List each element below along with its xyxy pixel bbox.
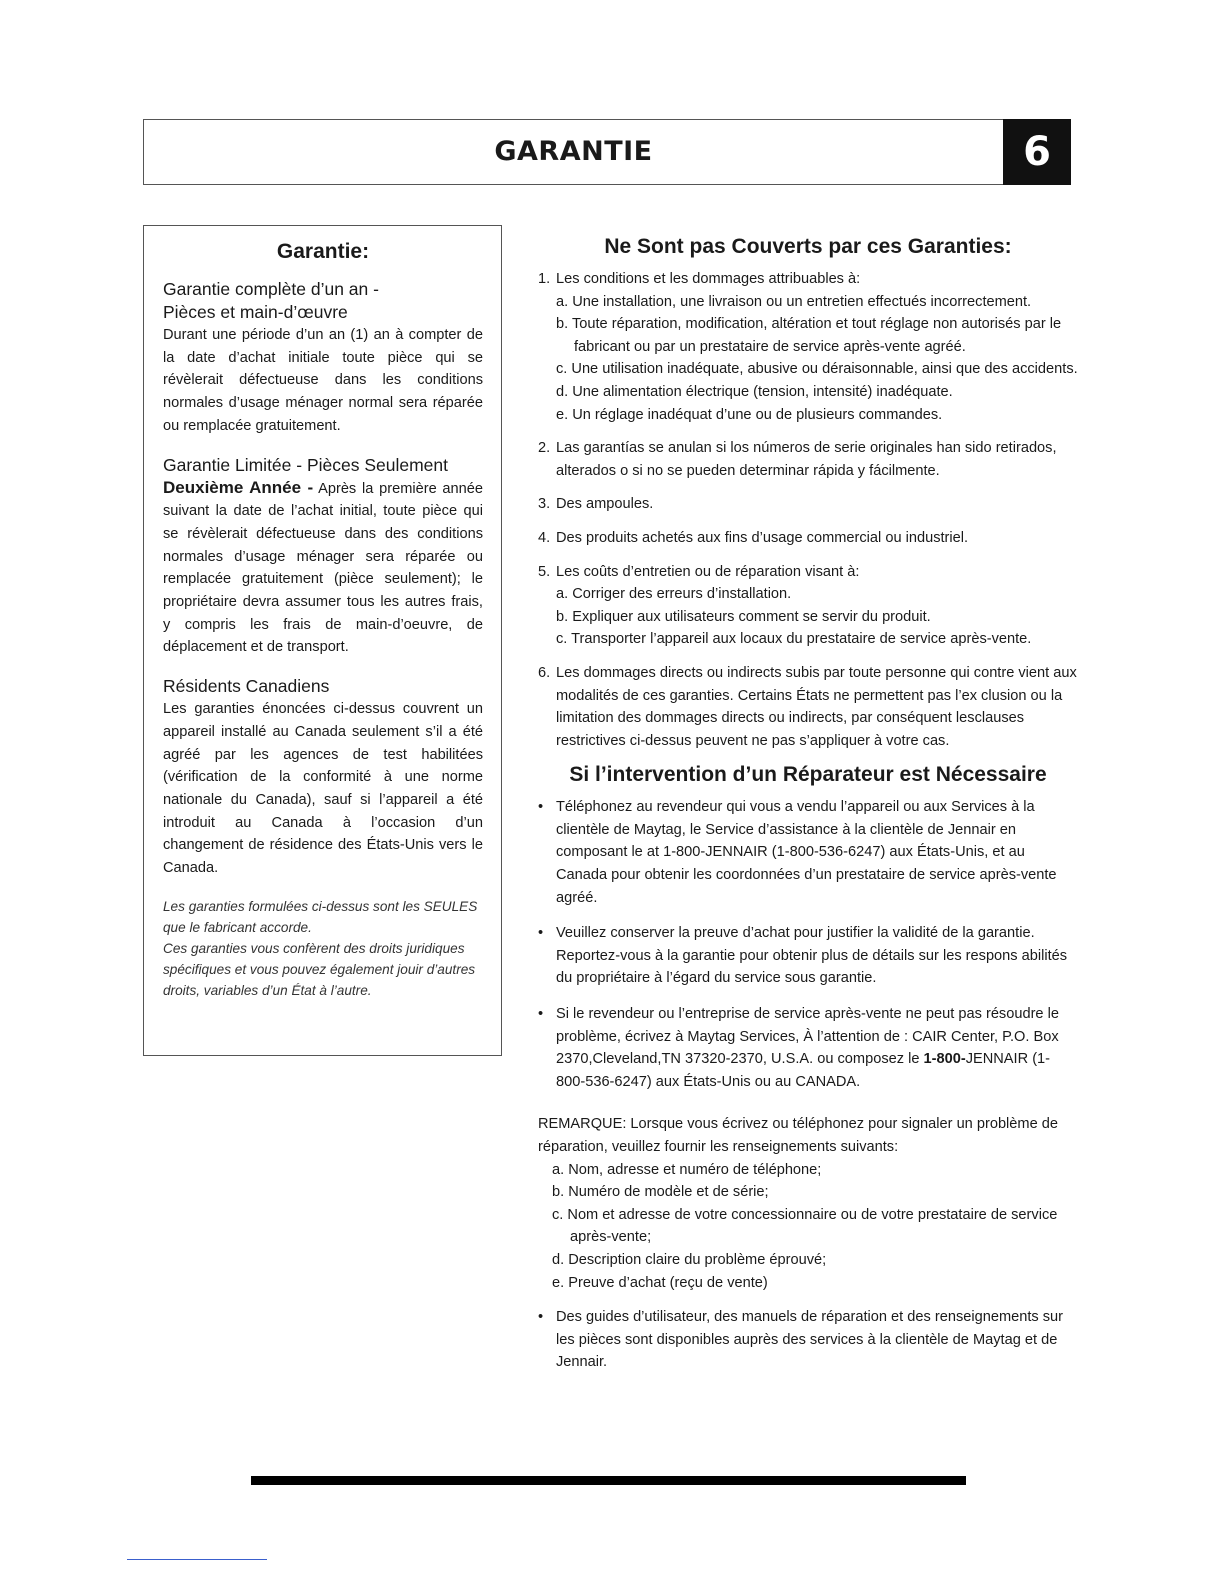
warranty-box-title: Garantie:: [276, 240, 370, 263]
service-bullet-2: [538, 922, 1078, 990]
bullet-mark: •: [538, 799, 544, 816]
remark-intro: REMARQUE: Lorsque vous écrivez ou téléphonez pour signaler un problème de réparation, veuillez fournir les renseignements suivants:: [538, 1116, 1058, 1155]
remark-block: [538, 1113, 1078, 1294]
remark-item: c. Nom et adresse de votre concessionnaire ou de votre prestataire de service après-vente;: [552, 1206, 1058, 1246]
warranty-note-2: Ces garanties vous confèrent des droits juridiques spécifiques et vous pouvez également jouir d’autres droits, variables d’un État à l’autre.: [163, 940, 476, 998]
service-bullet-1: [538, 796, 1078, 909]
limited-warranty-body: [163, 477, 483, 660]
exclusion-subitem: d. Une alimentation électrique (tension, intensité) inadéquate.: [556, 383, 953, 400]
service-bullet-3: [538, 1003, 1078, 1093]
exclusion-number: 5.: [538, 563, 551, 580]
exclusion-subitem: a. Corriger des erreurs d’installation.: [556, 586, 792, 603]
service-bullet-4-text: Des guides d’utilisateur, des manuels de réparation et des renseignements sur les pièces sont disponibles auprès des services à la clientèle de Maytag et de Jennair.: [556, 1309, 1064, 1371]
bullet-mark: •: [538, 1006, 544, 1023]
warranty-note-1: Les garanties formulées ci-dessus sont les SEULES que le fabricant accorde.: [163, 898, 478, 935]
canada-body: Les garanties énoncées ci-dessus couvrent un appareil installé au Canada seulement s’il a été agréé par les agences de test habilitées (vérification de la conformité à une norme nationale du Canada), sauf si l’appareil a été introduit au Canada à l’occasion d’un changement de résidence des États-Unis vers le Canada.: [163, 701, 483, 877]
exclusion-item: [538, 437, 1078, 482]
exclusion-text: Des ampoules.: [556, 496, 654, 513]
full-warranty-heading-2: Pièces et main-d’œuvre: [163, 302, 348, 322]
remark-item: a. Nom, adresse et numéro de téléphone;: [552, 1161, 822, 1178]
exclusion-text: Les coûts d’entretien ou de réparation visant à:: [556, 563, 860, 580]
canada-heading: Résidents Canadiens: [163, 676, 330, 697]
service-bullet-2-text: Veuillez conserver la preuve d’achat pour justifier la validité de la garantie. Reportez-vous à la garantie pour obtenir plus de détails sur les respons abilités du propriétaire à l’égard du service sous garantie.: [556, 925, 1068, 987]
exclusion-subitem: b. Toute réparation, modification, altération et tout réglage non autorisés par le fabricant ou par un prestataire de service après-vente agréé.: [556, 316, 1062, 355]
service-bullet-3-text: Si le revendeur ou l’entreprise de service après-vente ne peut pas résoudre le problème, écrivez à Maytag Services, À l’attention de : CAIR Center, P.O. Box 2370,Cleveland,TN 37320-2370, U.S.A. ou composez le: [556, 1006, 1059, 1068]
exclusion-subitem: e. Un réglage inadéquat d’une ou de plusieurs commandes.: [556, 406, 943, 423]
bottom-rule: [251, 1476, 966, 1485]
warranty-box: [143, 225, 502, 1056]
exclusion-text: Las garantías se anulan si los números de serie originales han sido retirados, alterados o si no se pueden determinar rápida y fácilmente.: [556, 440, 1057, 479]
exclusions-title: Ne Sont pas Couverts par ces Garanties:: [604, 235, 1012, 258]
exclusion-number: 4.: [538, 529, 551, 546]
full-warranty-body: Durant une période d’un an (1) an à compter de la date d’achat initiale toute pièce qui se révèlerait défectueuse dans les conditions normales d’usage ménager normal sera réparée ou remplacée gratuitement.: [163, 327, 483, 434]
exclusion-number: 1.: [538, 271, 551, 287]
exclusion-item: [538, 527, 1078, 550]
exclusion-item: [538, 268, 1078, 426]
exclusion-item: [538, 493, 1078, 516]
service-bullet-4: [538, 1306, 1078, 1374]
exclusion-text: Les dommages directs ou indirects subis par toute personne qui contre vient aux modalités de ces garanties. Certains États ne permettent pas l’ex clusion ou la limitation des dommages directs ou indirects, par conséquent lesclauses restrictives ci-dessus peuvent ne pas s’appliquer à votre cas.: [556, 664, 1077, 749]
exclusion-subitem: c. Une utilisation inadéquate, abusive ou déraisonnable, ainsi que des accidents.: [556, 361, 1078, 378]
limited-warranty-heading: Garantie Limitée - Pièces Seulement: [163, 454, 448, 475]
remark-item: b. Numéro de modèle et de série;: [552, 1184, 769, 1201]
chapter-number: 6: [1003, 119, 1071, 185]
exclusion-subitem: c. Transporter l’appareil aux locaux du prestataire de service après-vente.: [556, 631, 1032, 648]
phone-rest: JENNAIR (1-800-536-6247) aux États-Unis ou au CANADA.: [556, 1051, 1051, 1090]
service-title: Si l’intervention d’un Réparateur est Nécessaire: [569, 763, 1047, 787]
bullet-mark: •: [538, 925, 544, 942]
bullet-mark: •: [538, 1309, 544, 1326]
exclusion-item: [538, 662, 1078, 752]
page-header: [143, 119, 1071, 185]
exclusion-number: 3.: [538, 496, 551, 513]
second-year-text: Après la première année suivant la date de l’achat initial, toute pièce qui se révèlerait défectueuse dans des conditions normales d’usage ménager sera réparée ou remplacée gratuitement (pièce seulement); le propriétaire devra assumer tous les autres frais, y compris les frais de main-d’oeuvre, de déplacement et de transport.: [163, 480, 484, 656]
page-title: GARANTIE: [494, 136, 653, 167]
second-year-label: Deuxième Année -: [163, 477, 314, 497]
exclusions-list: [538, 268, 1078, 752]
remark-item: d. Description claire du problème éprouvé;: [552, 1251, 827, 1268]
exclusion-item: [538, 561, 1078, 651]
exclusion-text: Des produits achetés aux fins d’usage commercial ou industriel.: [556, 529, 969, 546]
phone-prefix: 1-800-: [923, 1051, 966, 1068]
full-warranty-heading-1: Garantie complète d’un an -: [163, 279, 379, 299]
remark-item: e. Preuve d’achat (reçu de vente): [552, 1274, 768, 1291]
exclusion-subitem: b. Expliquer aux utilisateurs comment se servir du produit.: [556, 608, 931, 625]
exclusion-number: 6.: [538, 664, 551, 681]
exclusion-subitem: a. Une installation, une livraison ou un entretien effectués incorrectement.: [556, 293, 1032, 310]
exclusion-text: Les conditions et les dommages attribuables à:: [556, 271, 861, 287]
right-column: [538, 235, 1078, 1387]
service-bullet-1-text: Téléphonez au revendeur qui vous a vendu l’appareil ou aux Services à la clientèle de Maytag, le Service d’assistance à la clientèle de Jennair en composant le at 1-800-JENNAIR (1-800-536-6247) aux États-Unis, et au Canada pour obtenir les coordonnées d’un prestataire de service après-vente agréé.: [556, 799, 1057, 906]
remark-list: [538, 1159, 1078, 1295]
link-underline: [127, 1559, 267, 1560]
exclusion-number: 2.: [538, 440, 551, 457]
